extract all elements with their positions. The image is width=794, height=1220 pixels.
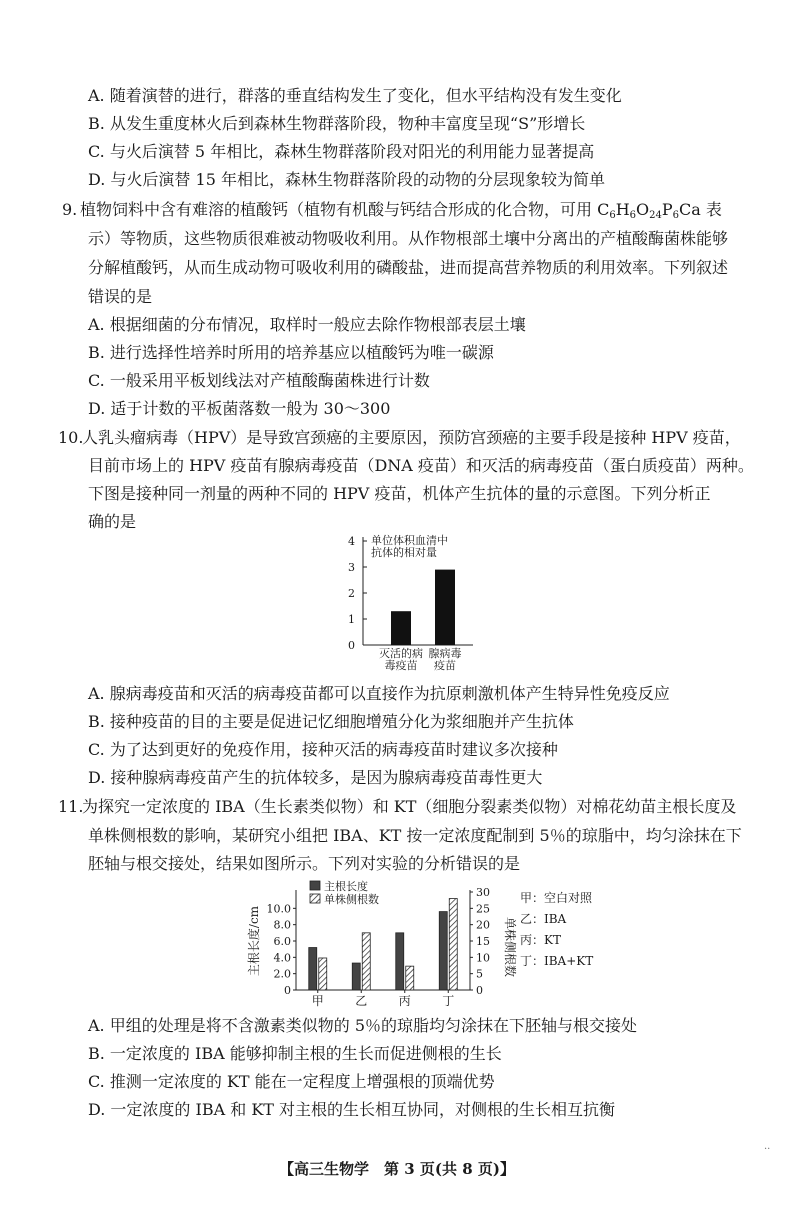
x-tick-label: 灭活的病 [379,647,423,660]
y-tick-label: 2 [348,587,355,600]
right-tick-label: 20 [476,918,490,932]
legend-label-lateral-root: 单株侧根数 [324,893,379,906]
q8-option-c: C. 与火后演替 5 年相比，森林生物群落阶段对阳光的利用能力显著提高 [88,142,595,161]
main-root-bar-0 [309,948,317,990]
x-tick-label: 乙 [355,994,368,1008]
q11-stem-line2: 单株侧根数的影响，某研究小组把 IBA、KT 按一定浓度配制到 5％的琼脂中，均匀涂抹在下 [88,826,742,845]
q9-formula-c-sub: 6 [609,210,616,221]
q9-stem-line3: 分解植酸钙，从而生成动物可吸收利用的磷酸盐，进而提高营养物质的利用效率。下列叙述 [88,258,729,277]
q10-stem-line3: 下图是接种同一剂量的两种不同的 HPV 疫苗，机体产生抗体的量的示意图。下列分析正 [88,484,711,503]
right-tick-label: 10 [476,951,490,965]
group-key-entry: 丁：IBA+KT [520,954,594,968]
left-tick-label: 10.0 [266,902,291,916]
q8-option-b: B. 从发生重度林火后到森林生物群落阶段，物种丰富度呈现“S”形增长 [88,114,586,133]
antibody-bar-chart [330,532,490,678]
q10-option-d: D. 接种腺病毒疫苗产生的抗体较多，是因为腺病毒疫苗毒性更大 [88,768,543,787]
main-root-bar-2 [396,933,404,990]
q9-number: 9. [62,200,78,219]
q10-stem-line4: 确的是 [88,512,137,531]
q9-stem-text: 植物饲料中含有难溶的植酸钙（植物有机酸与钙结合形成的化合物，可用 C [80,200,610,219]
q10-option-a: A. 腺病毒疫苗和灭活的病毒疫苗都可以直接作为抗原刺激机体产生特异性免疫反应 [88,684,670,703]
q9-option-a: A. 根据细菌的分布情况，取样时一般应去除作物根部表层土壤 [88,315,526,334]
lateral-root-bar-0 [319,958,327,990]
x-tick-label: 甲 [311,994,324,1008]
group-key-entry: 乙：IBA [520,912,567,926]
left-tick-label: 4.0 [273,951,291,965]
group-key-entry: 甲：空白对照 [520,891,593,905]
q11-option-b: B. 一定浓度的 IBA 能够抑制主根的生长而促进侧根的生长 [88,1044,502,1063]
left-tick-label: 0 [284,984,291,997]
formula-p-sub: 6 [672,210,680,221]
legend-swatch-lateral-root [310,894,320,903]
y-tick-label: 1 [348,613,355,626]
right-tick-label: 0 [476,984,483,997]
y-axis-label: 抗体的相对量 [371,546,437,559]
q10-stem-line1: 人乳头瘤病毒（HPV）是导致宫颈癌的主要原因，预防宫颈癌的主要手段是接种 HPV 疫苗， [82,428,741,447]
legend-swatch-main-root [310,881,320,890]
y-axis-label: 单位体积血清中 [371,534,448,547]
q10-option-c: C. 为了达到更好的免疫作用，接种灭活的病毒疫苗时建议多次接种 [88,740,558,759]
formula-h-sub: 6 [629,210,637,221]
q10-option-b: B. 接种疫苗的目的主要是促进记忆细胞增殖分化为浆细胞并产生抗体 [88,712,574,731]
q11-number: 11. [58,797,84,816]
x-tick-label: 腺病毒 [428,647,462,660]
q9-option-b: B. 进行选择性培养时所用的培养基应以植酸钙为唯一碳源 [88,343,494,362]
q10-number: 10. [58,428,84,447]
q11-option-c: C. 推测一定浓度的 KT 能在一定程度上增强根的顶端优势 [88,1072,495,1091]
bar-0 [391,611,411,645]
q8-option-d: D. 与火后演替 15 年相比，森林生物群落阶段的动物的分层现象较为简单 [88,170,605,189]
formula-o-sub: 24 [649,210,662,221]
right-tick-label: 30 [476,886,490,899]
q9-stem-line1 [80,200,722,226]
y-tick-label: 3 [348,561,355,574]
q9-option-c: C. 一般采用平板划线法对产植酸酶菌株进行计数 [88,371,430,390]
corner-mark: ·· [764,1144,771,1155]
lateral-root-bar-1 [362,933,370,990]
x-tick-label: 疫苗 [434,659,456,672]
right-tick-label: 15 [476,935,490,948]
main-root-bar-1 [352,963,360,990]
y-tick-label: 0 [348,639,355,652]
lateral-root-bar-3 [449,899,457,990]
left-tick-label: 2.0 [273,967,291,981]
q8-option-a: A. 随着演替的进行，群落的垂直结构发生了变化，但水平结构没有发生变化 [88,86,622,105]
x-tick-label: 毒疫苗 [384,659,418,672]
q9-formula [616,200,722,219]
q9-stem-line4: 错误的是 [88,287,153,306]
q9-stem-line2: 示）等物质，这些物质很难被动物吸收利用。从作物根部土壤中分离出的产植酸酶菌株能够 [88,229,729,248]
page-footer: 【高三生物学 第 3 页(共 8 页)】 [279,1160,515,1178]
y-tick-label: 4 [348,535,355,548]
root-growth-bar-chart [244,878,624,1010]
q9-option-d: D. 适于计数的平板菌落数一般为 30～300 [88,399,391,418]
formula-ca: Ca 表 [679,200,722,219]
x-tick-label: 丙 [398,994,411,1008]
lateral-root-bar-2 [406,966,414,990]
q11-option-d: D. 一定浓度的 IBA 和 KT 对主根的生长相互协同，对侧根的生长相互抗衡 [88,1100,616,1119]
q11-stem-line1: 为探究一定浓度的 IBA（生长素类似物）和 KT（细胞分裂素类似物）对棉花幼苗主根长度及 [82,797,737,816]
q11-option-a: A. 甲组的处理是将不含激素类似物的 5％的琼脂均匀涂抹在下胚轴与根交接处 [88,1016,637,1035]
q10-stem-line2: 目前市场上的 HPV 疫苗有腺病毒疫苗（DNA 疫苗）和灭活的病毒疫苗（蛋白质疫苗）两种。 [88,456,754,475]
left-tick-label: 6.0 [273,935,291,948]
formula-o: O [636,200,650,219]
right-y-axis-label: 单株侧根数 [503,916,517,978]
right-tick-label: 5 [476,967,483,981]
main-root-bar-3 [439,912,447,990]
formula-p: P [661,200,673,219]
right-tick-label: 25 [476,902,490,916]
left-y-axis-label: 主根长度/cm [247,905,261,977]
legend-label-main-root: 主根长度 [324,880,368,893]
group-key-entry: 丙：KT [520,933,561,947]
bar-1 [435,570,455,645]
x-tick-label: 丁 [442,994,455,1008]
q11-stem-line3: 胚轴与根交接处，结果如图所示。下列对实验的分析错误的是 [88,854,521,873]
left-tick-label: 8.0 [273,918,291,932]
formula-h: H [615,200,630,219]
